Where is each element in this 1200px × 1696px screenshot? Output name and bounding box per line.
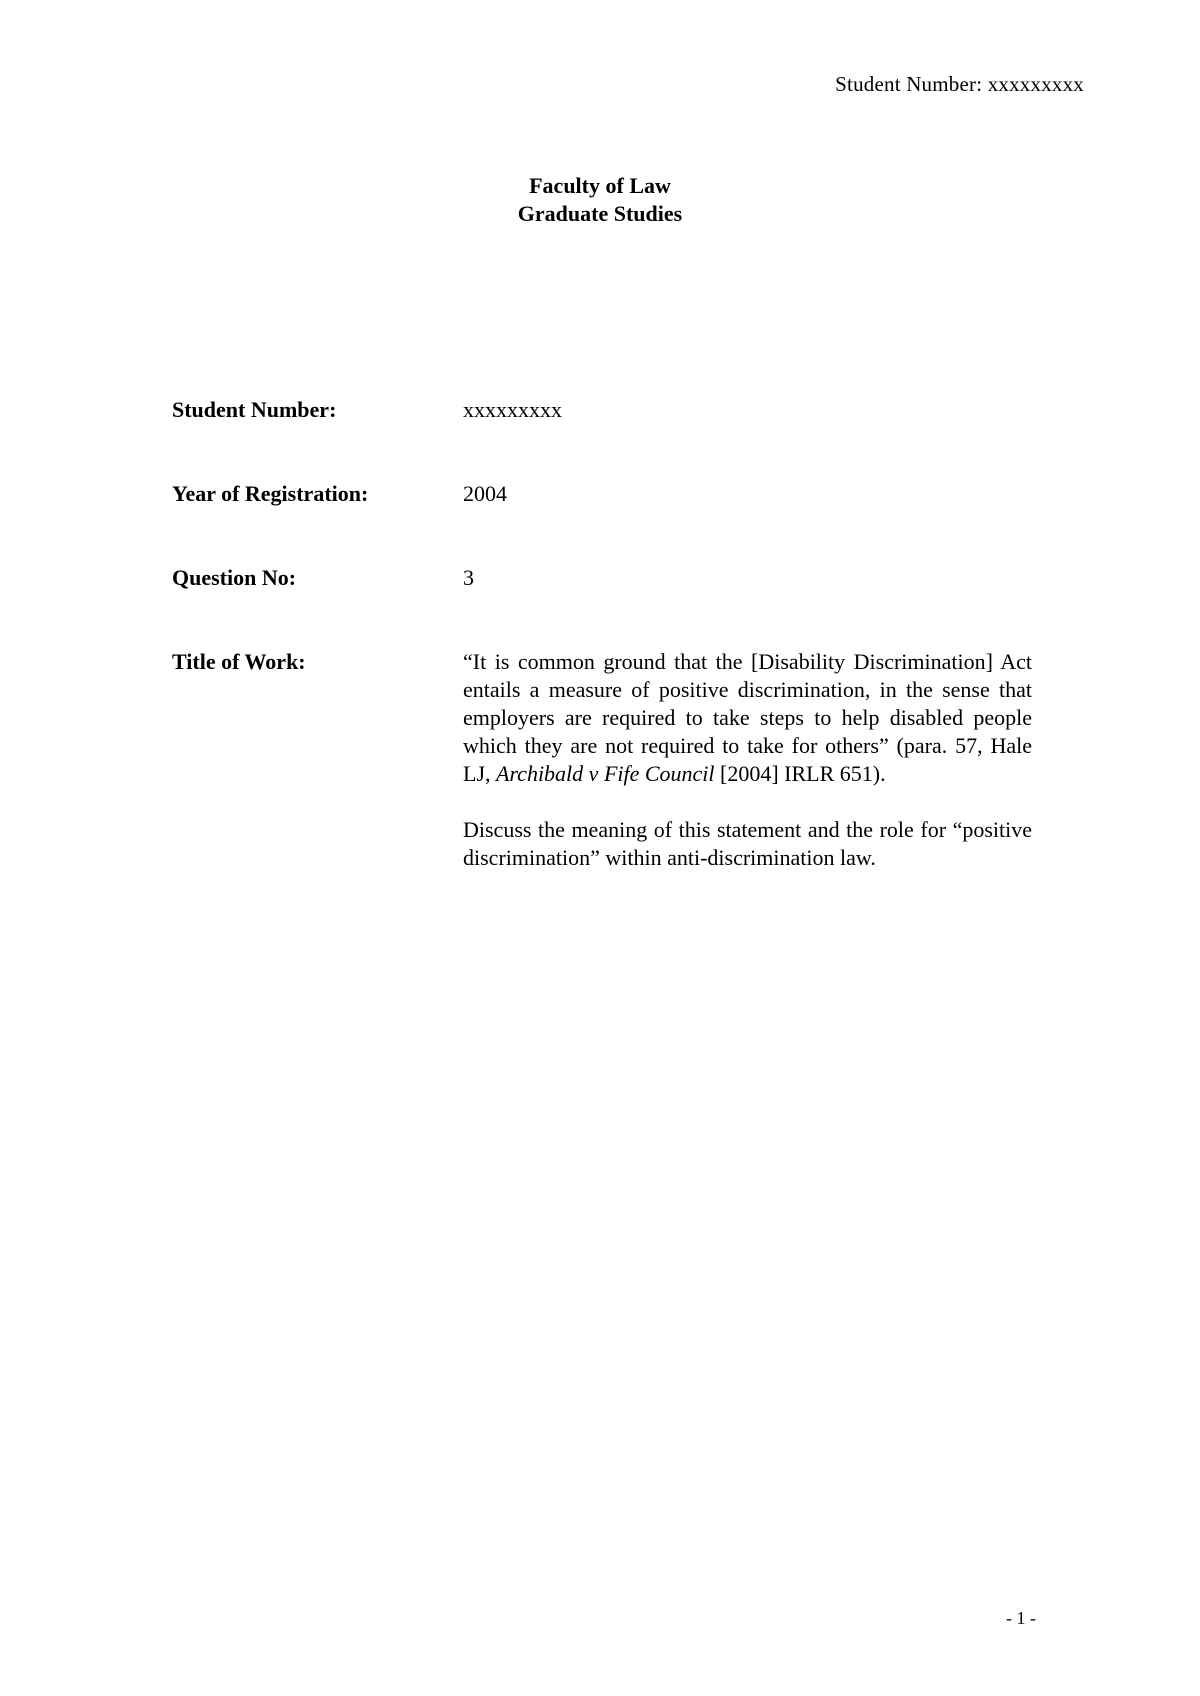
faculty-title: Faculty of Law xyxy=(529,173,671,198)
title-quote xyxy=(463,648,1032,788)
running-header: Student Number: xxxxxxxxx xyxy=(835,72,1084,96)
student-number-row xyxy=(172,396,1032,424)
cover-info-table xyxy=(172,396,1032,956)
student-number-label: Student Number: xyxy=(172,397,337,422)
faculty-heading xyxy=(0,172,1200,228)
title-of-work-row xyxy=(172,648,1032,900)
title-of-work-value xyxy=(463,648,1032,900)
discussion-prompt: Discuss the meaning of this statement and the role for “positive discrimination” within anti-discrimination law. xyxy=(463,817,1032,870)
page-number: - 1 - xyxy=(1006,1608,1036,1628)
year-of-registration-label: Year of Registration: xyxy=(172,481,369,506)
question-no-label: Question No: xyxy=(172,565,297,590)
citation-text: [2004] IRLR 651). xyxy=(714,761,886,786)
title-of-work-label: Title of Work: xyxy=(172,649,306,674)
faculty-subtitle: Graduate Studies xyxy=(517,201,683,226)
year-of-registration-value: 2004 xyxy=(463,481,507,506)
student-number-value: xxxxxxxxx xyxy=(463,397,562,422)
question-no-row xyxy=(172,564,1032,592)
year-of-registration-row xyxy=(172,480,1032,508)
case-name: Archibald v Fife Council xyxy=(496,761,715,786)
question-no-value: 3 xyxy=(463,565,474,590)
quote-text: “It is common ground that the [Disability Discrimination] Act entails a measure of positive discrimination, in the sense that employers are required to take steps to help disabled people which they are not required to take for others” (para. 57, Hale LJ, xyxy=(463,649,1032,786)
